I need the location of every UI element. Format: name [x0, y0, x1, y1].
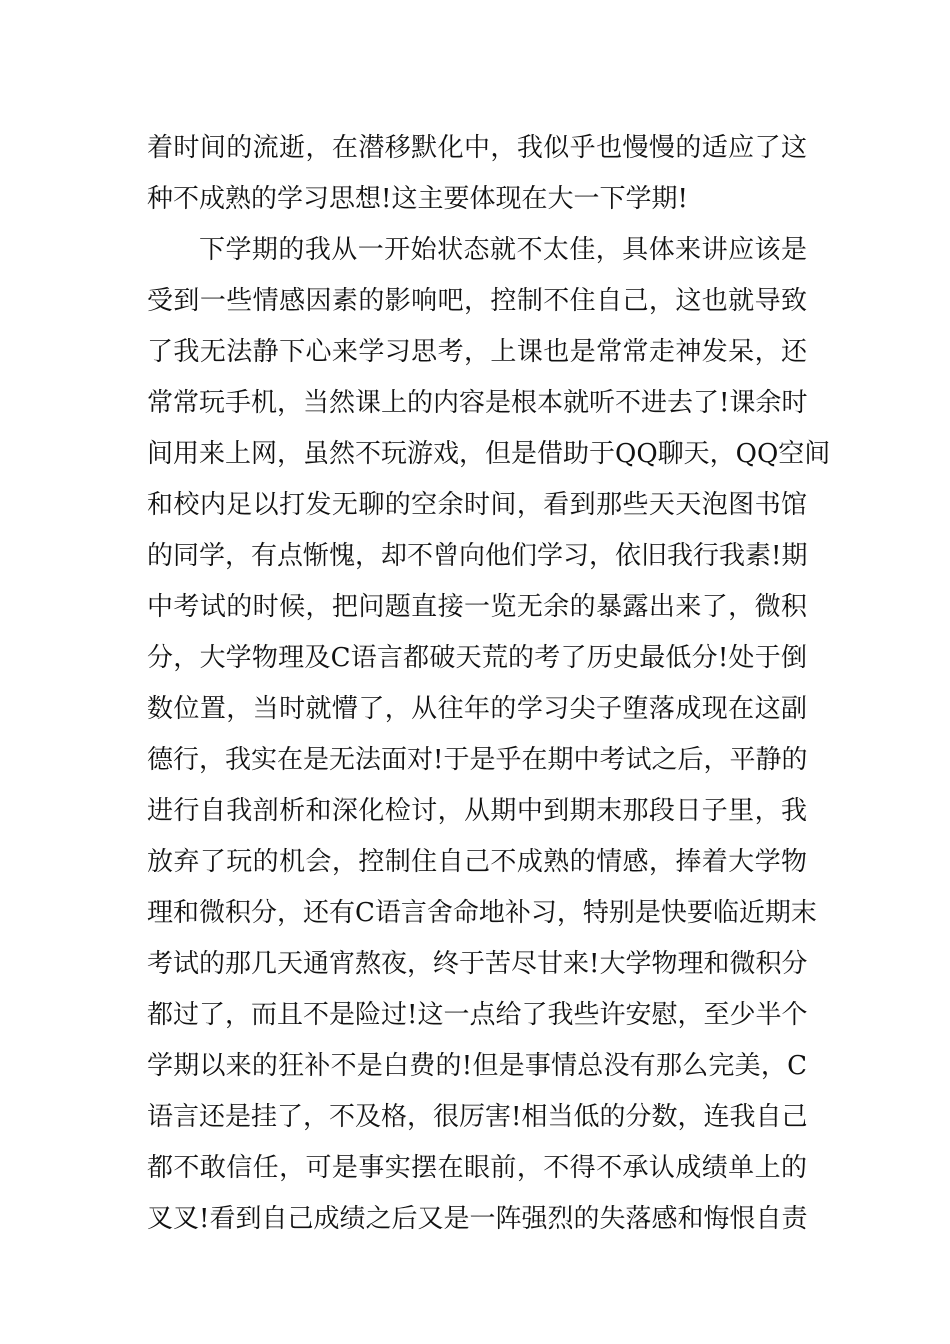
- text-line: 进行自我剖析和深化检讨，从期中到期末那段日子里，我: [147, 796, 807, 826]
- text-line: 种不成熟的学习思想!这主要体现在大一下学期!: [147, 184, 688, 214]
- text-line: 都不敢信任，可是事实摆在眼前，不得不承认成绩单上的: [147, 1153, 807, 1183]
- text-line: 理和微积分，还有C语言舍命地补习，特别是快要临近期末: [147, 898, 817, 928]
- text-line: 学期以来的狂补不是白费的!但是事情总没有那么完美，C: [147, 1051, 807, 1081]
- text-line: 受到一些情感因素的影响吧，控制不住自己，这也就导致: [147, 286, 807, 316]
- text-line: 放弃了玩的机会，控制住自己不成熟的情感，捧着大学物: [147, 847, 807, 877]
- text-line: 语言还是挂了，不及格，很厉害!相当低的分数，连我自己: [147, 1102, 808, 1132]
- text-line: 常常玩手机，当然课上的内容是根本就听不进去了!课余时: [147, 388, 808, 418]
- paragraph-first-line: 下学期的我从一开始状态就不太佳，具体来讲应该是: [199, 235, 807, 265]
- text-line: 中考试的时候，把问题直接一览无余的暴露出来了，微积: [147, 592, 807, 622]
- text-line: 了我无法静下心来学习思考，上课也是常常走神发呆，还: [147, 337, 807, 367]
- text-line: 和校内足以打发无聊的空余时间，看到那些天天泡图书馆: [147, 490, 807, 520]
- text-line: 数位置，当时就懵了，从往年的学习尖子堕落成现在这副: [147, 694, 807, 724]
- text-line: 都过了，而且不是险过!这一点给了我些许安慰，至少半个: [147, 1000, 808, 1030]
- text-line: 的同学，有点惭愧，却不曾向他们学习，依旧我行我素!期: [147, 541, 808, 571]
- text-line: 叉叉!看到自己成绩之后又是一阵强烈的失落感和悔恨自责: [147, 1204, 808, 1234]
- text-line: 间用来上网，虽然不玩游戏，但是借助于QQ聊天，QQ空间: [147, 439, 831, 469]
- text-line: 着时间的流逝，在潜移默化中，我似乎也慢慢的适应了这: [147, 133, 807, 163]
- text-line: 考试的那几天通宵熬夜，终于苦尽甘来!大学物理和微积分: [147, 949, 808, 979]
- text-line: 分，大学物理及C语言都破天荒的考了历史最低分!处于倒: [147, 643, 807, 673]
- text-line: 德行，我实在是无法面对!于是乎在期中考试之后，平静的: [147, 745, 808, 775]
